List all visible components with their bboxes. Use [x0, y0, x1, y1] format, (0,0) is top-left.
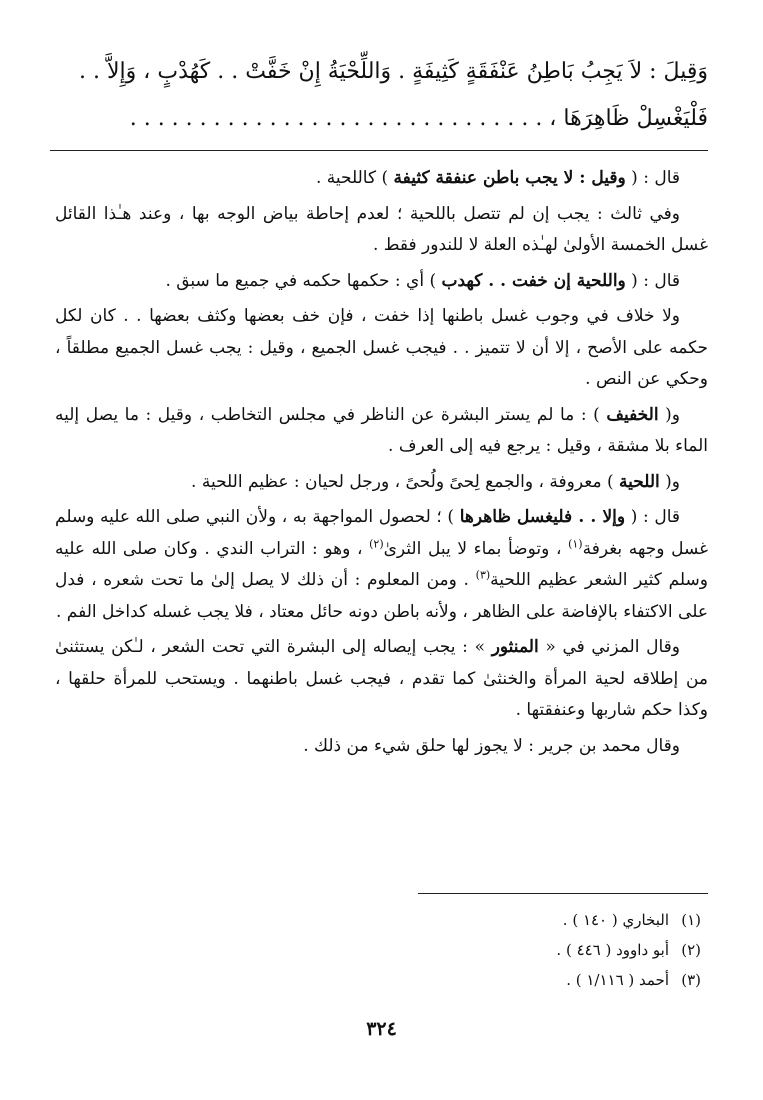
paragraph-2: وفي ثالث : يجب إن لم تتصل باللحية ؛ لعدم إحاطة بياض الوجه بها ، وعند هـٰذا القائل غسل الخمسة الأولىٰ لهـٰذه العلة لا للندور فقط .: [55, 203, 708, 255]
quoted-matn: واللحية إن خفت . . كهدب: [441, 270, 626, 291]
footnote-number: (٢): [681, 941, 701, 959]
footnote-ref-1[interactable]: (١): [568, 536, 583, 550]
matn-line-2: فَلْيَغْسِلْ ظَاهِرَهَا ، . . . . . . . . . . . . . . . . . . . . . . . . . . . . . .: [129, 106, 708, 131]
matn-text: [55, 48, 708, 142]
text-span: ) كاللحية .: [315, 168, 394, 188]
footnote-divider: [418, 893, 708, 894]
text-span: » : يجب إيصاله إلى البشرة التي تحت الشعر ، لـٰكن يستثنىٰ من إطلاقه لحية المرأة والخنثىٰ كما تقدم ، فيجب غسل باطنهما . ويستحب للمرأة حلقها ، وكذا حكم شاربها وعنفقتها .: [55, 637, 708, 720]
footnote-number: (٣): [681, 971, 701, 989]
footnote-number: (١): [681, 911, 701, 929]
text-span: ، وهو : التراب الندي . وكان صلى الله عليه وسلم كثير الشعر عظيم اللحية: [55, 538, 708, 590]
paragraph-4: ولا خلاف في وجوب غسل باطنها إذا خفت ، فإن خف بعضها وكثف بعضها . . كان لكل حكمه على الأصح ، إلا أن لا تتميز . . فيجب غسل الجميع ، وقيل : يجب غسل الجميع مطلقاً ، وحكي عن النص .: [55, 306, 708, 389]
matn-divider: [50, 150, 708, 151]
footnote-text: أحمد ( ١/١١٦ ) .: [566, 971, 669, 989]
footnote-1: [55, 905, 701, 935]
text-span: . ومن المعلوم : أن ذلك لا يصل إلىٰ ما تحت شعره ، فدل على الاكتفاء بالإفاضة على الظاهر ، ولأنه باطن دونه حائل معتاد ، فلا يجب غسله كداخل الفم .: [55, 570, 708, 622]
text-span: ) ؛ لحصول المواجهة به ، ولأن النبي صلى الله عليه وسلم غسل وجهه بغرفة: [55, 507, 708, 559]
book-title: المنثور: [491, 637, 539, 657]
footnote-ref-2[interactable]: (٢): [369, 536, 384, 550]
footnote-text: أبو داوود ( ٤٤٦ ) .: [556, 941, 669, 959]
text-span: ) : ما لم يستر البشرة عن الناظر في مجلس التخاطب ، وقيل : ما يصل إليه الماء بلا مشقة ، وقيل : يرجع فيه إلى العرف .: [55, 404, 708, 456]
text-span: ) معروفة ، والجمع لِحىً ولُحىً ، ورجل لحيان : عظيم اللحية .: [191, 471, 619, 492]
paragraph-9: وقال محمد بن جرير : لا يجوز لها حلق شيء من ذلك .: [303, 735, 680, 756]
text-span: و(: [659, 471, 680, 492]
commentary: [55, 163, 708, 762]
footnote-ref-3[interactable]: (٣): [475, 568, 491, 582]
matn-line-1: وَقِيلَ : لاَ يَجِبُ بَاطِنُ عَنْفَقَةٍ كَثِيفَةٍ . وَاللِّحْيَةُ إِنْ خَفَّتْ . . كَهُدْبٍ ، وَإِلاَّ . .: [79, 59, 708, 84]
quoted-matn: وإلا . . فليغسل ظاهرها: [459, 507, 626, 527]
text-span: قال : (: [625, 507, 681, 527]
text-span: ، وتوضأ بماء لا يبل الثرىٰ: [383, 538, 569, 559]
paragraph-7: [55, 502, 708, 628]
quoted-matn: الخفيف: [606, 404, 659, 425]
footnote-2: [55, 935, 701, 965]
footnote-3: [55, 965, 701, 995]
paragraph-3: [55, 266, 708, 298]
text-span: قال : (: [625, 270, 680, 291]
paragraph-8: [55, 632, 708, 727]
text-span: قال : (: [625, 168, 680, 188]
footnote-text: البخاري ( ١٤٠ ) .: [562, 911, 669, 929]
quoted-matn: وقيل : لا يجب باطن عنفقة كثيفة: [393, 168, 626, 188]
text-span: وقال المزني في «: [538, 637, 680, 657]
text-span: ) أي : حكمها حكمه في جميع ما سبق .: [165, 270, 442, 291]
paragraph-1: [55, 163, 708, 195]
paragraph-5: [55, 400, 708, 463]
paragraph-6: [55, 467, 708, 499]
footnotes: [55, 905, 701, 995]
quoted-matn: اللحية: [619, 471, 660, 492]
text-span: و(: [658, 404, 680, 425]
page-number: ٣٢٤: [366, 1018, 397, 1040]
